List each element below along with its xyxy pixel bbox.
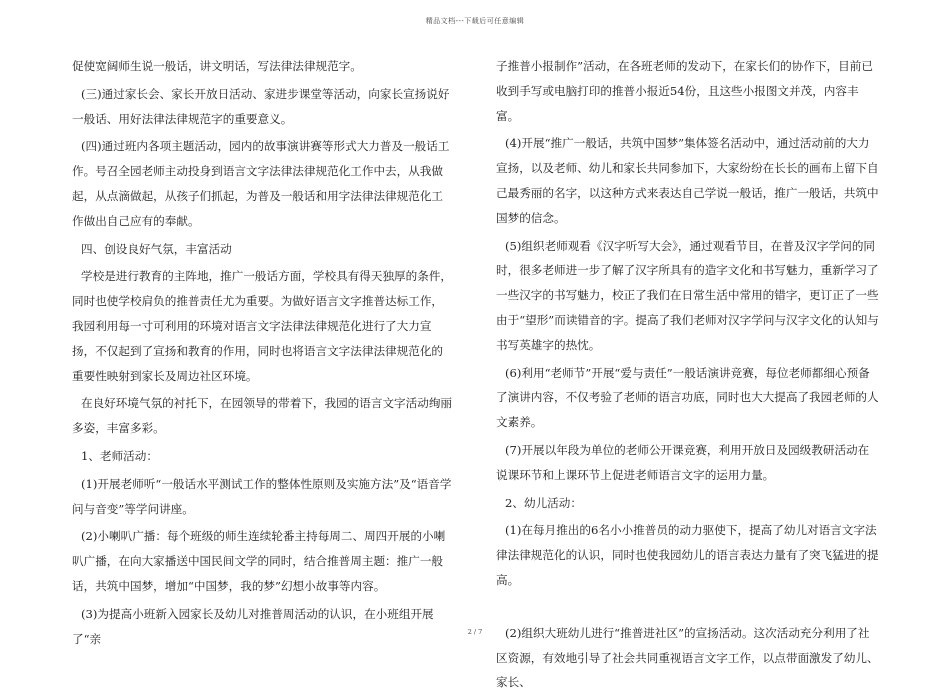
paragraph: (三)通过家长会、家长开放日活动、家进步课堂等活动，向家长宣扬说好一般话、用好法律法律规范字的重要意义。 [72, 86, 450, 126]
paragraph: 学校是进行教育的主阵地，推广一般话方面，学校具有得天独厚的条件，同时也使学校肩负的推普责任尤为重要。为做好语言文字推普达标工作，我园利用每一寸可利用的环境对语言文字法律法律规范化进行了大力宣扬，不仅起到了宣扬和教育的作用，同时也将语言文字法律法律规范化的重要性映射到家长及周边社区环境。 [72, 269, 453, 383]
paragraph: 在良好环境气氛的衬托下，在园领导的带着下，我园的语言文字活动绚丽多姿，丰富多彩。 [72, 396, 453, 436]
sub-heading: 1、老师活动： [81, 448, 158, 463]
paragraph: (2)小喇叭广播：每个班级的师生连续轮番主持每周二、周四开展的小喇叭广播，在向大家播送中国民间文学的同时，结合推普周主题：推广一般话，共筑中国梦，增加“中国梦，我的梦”幻想小故事等内容。 [72, 529, 446, 593]
paragraph: (1)在每月推出的6名小小推普员的动力驱使下，提高了幼儿对语言文字法律法律规范化的认识，同时也使我园幼儿的语言表达力量有了突飞猛进的提高。 [496, 523, 879, 587]
paragraph: 子推普小报制作”活动，在各班老师的发动下，在家长们的协作下，目前已收到手写或电脑打印的推普小报近54份，且这些小报图文并茂，内容丰富。 [496, 59, 873, 123]
left-column [72, 54, 452, 654]
paragraph: (5)组织老师观看《汉字听写大会》，通过观看节目，在普及汉字学问的同时，很多老师进一步了解了汉字所具有的造字文化和书写魅力，重新学习了一些汉字的书写魅力，校正了我们在日常生活中常用的错字，更订正了一些由于“望形”而读错音的字。提高了我们老师对汉字学问与汉字文化的认知与书写英雄字的热忱。 [496, 238, 879, 352]
page-number: 2 / 7 [467, 628, 483, 636]
page-header: 精品文档---下载后可任意编辑 [425, 17, 525, 25]
paragraph: (3)为提高小班新入园家长及幼儿对推普周活动的认识，在小班组开展了“亲 [72, 606, 434, 646]
right-column [496, 54, 880, 698]
sub-heading: 2、幼儿活动： [505, 495, 582, 510]
paragraph: (6)利用“老师节”开展“爱与责任”一般话演讲竞赛，每位老师都细心预备了演讲内容，不仅考验了老师的语言功底，同时也大大提高了我园老师的人文素养。 [496, 365, 879, 430]
paragraph: (2)组织大班幼儿进行“推普进社区”的宣扬活动。这次活动充分利用了社区资源，有效地引导了社会共同重视语言文字工作，以点带面激发了幼儿、家长、 [496, 625, 879, 690]
paragraph: (7)开展以年段为单位的老师公开课竞赛，利用开放日及园级教研活动在说课环节和上课环节上促进老师语言文字的运用力量。 [496, 442, 870, 482]
section-heading: 四、创设良好气氛，丰富活动 [81, 241, 232, 256]
paragraph: (四)通过班内各项主题活动，园内的故事演讲赛等形式大力普及一般话工作。号召全园老师主动投身到语言文字法律法律规范化工作中去，从我做起，从点滴做起，从孩子们抓起，为普及一般话和用字法律法律规范化工作做出自己应有的奉献。 [72, 139, 450, 228]
paragraph: 促使宽阔师生说一般话，讲文明话，写法律法律规范字。 [72, 59, 362, 73]
paragraph: (4)开展“推广一般话，共筑中国梦”集体签名活动中，通过活动前的大力宣扬，以及老师、幼儿和家长共同参加下，大家纷纷在长长的画布上留下自己最秀丽的名字，以这种方式来表达自己学说一般话，推广一般话，共筑中国梦的信念。 [496, 136, 879, 225]
paragraph: (1)开展老师听“一般话水平测试工作的整体性原则及实施方法”及“语音学问与音变”等学问讲座。 [72, 476, 452, 516]
